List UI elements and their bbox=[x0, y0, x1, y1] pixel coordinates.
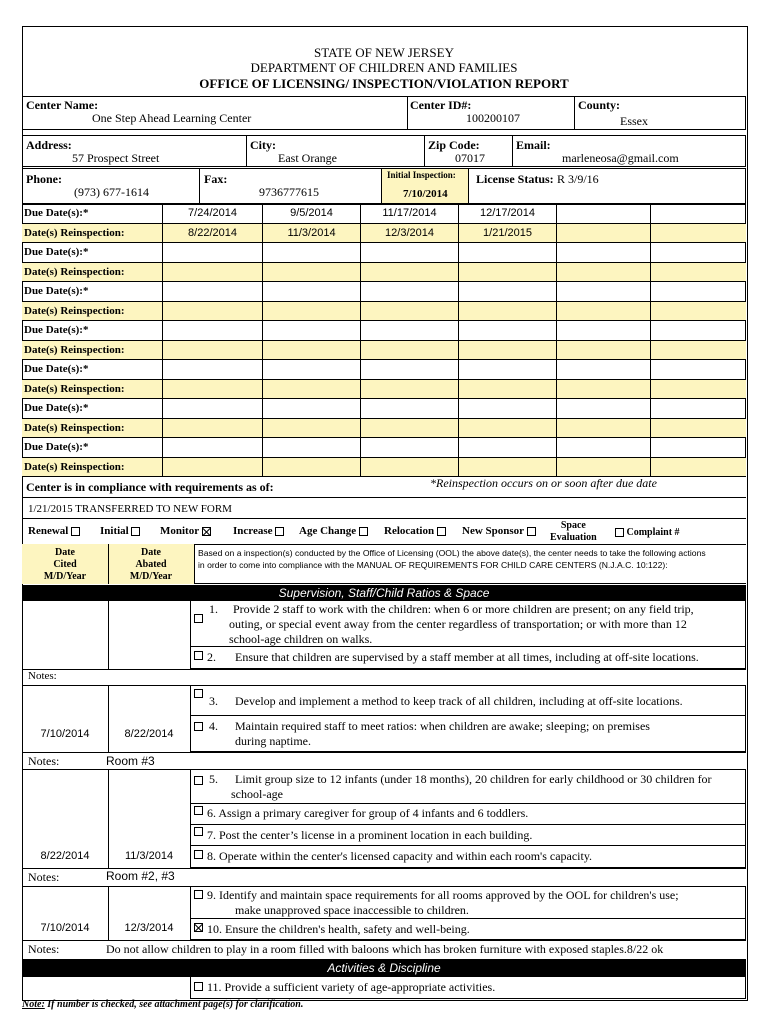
type-space-evaluation[interactable] bbox=[550, 520, 597, 544]
requirement-4: 4. Maintain required staff to meet ratios: when children are awake; sleeping; on premises during naptime. bbox=[190, 716, 746, 752]
notes-label-3: Notes: bbox=[28, 870, 60, 884]
center-name-label: Center Name: bbox=[26, 98, 99, 112]
reinspection-date-cell[interactable] bbox=[162, 341, 262, 360]
due-date-cell[interactable] bbox=[262, 321, 360, 340]
reinspection-label: Date(s) Reinspection: bbox=[24, 265, 125, 278]
reinspection-date-cell[interactable]: 12/3/2014 bbox=[360, 224, 458, 243]
due-date-row bbox=[22, 438, 746, 458]
item-4-date-abated: 8/22/2014 bbox=[124, 728, 174, 740]
reinspection-date-cell[interactable] bbox=[162, 380, 262, 399]
reinspection-label: Date(s) Reinspection: bbox=[24, 304, 125, 317]
type-relocation[interactable] bbox=[384, 525, 446, 537]
due-date-cell[interactable] bbox=[650, 204, 746, 223]
footer-note: Note: If number is checked, see attachment page(s) for clarification. bbox=[22, 999, 304, 1010]
due-date-cell[interactable] bbox=[650, 282, 746, 301]
reinspection-label: Date(s) Reinspection: bbox=[24, 226, 125, 239]
increase-checkbox[interactable] bbox=[275, 527, 284, 536]
item-8-date-abated: 11/3/2014 bbox=[124, 850, 174, 862]
initial-label: Initial bbox=[100, 525, 129, 537]
compliance-label: Center is in compliance with requirements as of: bbox=[26, 480, 274, 494]
reinspection-label: Date(s) Reinspection: bbox=[24, 421, 125, 434]
due-date-label: Due Date(s):* bbox=[24, 285, 89, 297]
item-8-checkbox[interactable] bbox=[194, 850, 203, 859]
due-date-row bbox=[22, 360, 746, 380]
due-date-cell[interactable] bbox=[360, 399, 458, 418]
email: marleneosa@gmail.com bbox=[562, 151, 679, 165]
initial-inspection-label: Initial Inspection: bbox=[387, 170, 456, 180]
due-date-cell[interactable]: 12/17/2014 bbox=[458, 204, 556, 223]
age-change-label: Age Change bbox=[299, 525, 357, 537]
due-date-cell[interactable]: 11/17/2014 bbox=[360, 204, 458, 223]
increase-label: Increase bbox=[233, 525, 273, 537]
item-2-checkbox[interactable] bbox=[194, 651, 203, 660]
reinspection-date-cell[interactable] bbox=[360, 458, 458, 477]
notes-2-text: Room #3 bbox=[106, 754, 155, 768]
item-7-text: 7. Post the center’s license in a prominent location in each building. bbox=[207, 828, 533, 842]
requirement-5: 5. Limit group size to 12 infants (under 18 months), 20 children for early childhood or 30 children for school-age bbox=[190, 770, 746, 804]
center-id: 100200107 bbox=[466, 111, 520, 125]
reinspection-date-cell[interactable] bbox=[458, 263, 556, 282]
due-date-cell[interactable] bbox=[556, 399, 650, 418]
requirement-10 bbox=[190, 919, 746, 940]
item-1-checkbox[interactable] bbox=[194, 614, 203, 623]
renewal-label: Renewal bbox=[28, 525, 69, 537]
type-monitor[interactable] bbox=[160, 525, 211, 537]
requirement-7 bbox=[190, 825, 746, 846]
phone: (973) 677-1614 bbox=[74, 185, 149, 199]
due-date-cell[interactable] bbox=[556, 360, 650, 379]
reinspection-label: Date(s) Reinspection: bbox=[24, 460, 125, 473]
due-date-cell[interactable] bbox=[262, 243, 360, 262]
due-date-cell[interactable] bbox=[458, 243, 556, 262]
item-11-text: 11. Provide a sufficient variety of age-appropriate activities. bbox=[207, 980, 496, 994]
item-10-date-abated: 12/3/2014 bbox=[124, 922, 174, 934]
item-3-checkbox[interactable] bbox=[194, 689, 203, 698]
reinspection-date-cell[interactable] bbox=[162, 302, 262, 321]
due-date-cell[interactable] bbox=[650, 438, 746, 457]
due-date-row bbox=[22, 243, 746, 263]
due-date-cell[interactable] bbox=[360, 360, 458, 379]
item-10-date-cited: 7/10/2014 bbox=[40, 922, 90, 934]
type-renewal[interactable] bbox=[28, 525, 80, 537]
item-4-text: Maintain required staff to meet ratios: when children are awake; sleeping; on premises during naptime. bbox=[235, 719, 650, 748]
due-date-cell[interactable] bbox=[162, 321, 262, 340]
item-4-checkbox[interactable] bbox=[194, 722, 203, 731]
due-date-cell[interactable] bbox=[360, 282, 458, 301]
item-4-date-cited: 7/10/2014 bbox=[40, 728, 90, 740]
type-age-change[interactable] bbox=[299, 525, 368, 537]
due-date-cell[interactable] bbox=[458, 360, 556, 379]
reinspection-date-cell[interactable] bbox=[262, 263, 360, 282]
due-date-row bbox=[22, 204, 746, 224]
item-10-text: 10. Ensure the children's health, safety and well-being. bbox=[207, 922, 470, 936]
item-2-text: Ensure that children are supervised by a staff member at all times, including at off-site locations. bbox=[235, 650, 699, 664]
phone-label: Phone: bbox=[26, 172, 62, 186]
reinspection-date-cell[interactable] bbox=[458, 341, 556, 360]
space-eval-label-1: Space bbox=[560, 520, 586, 531]
notes-label-2: Notes: bbox=[28, 754, 60, 768]
city-label: City: bbox=[250, 138, 276, 152]
reinspection-date-cell[interactable]: 1/21/2015 bbox=[458, 224, 556, 243]
reinspection-date-cell[interactable] bbox=[360, 302, 458, 321]
reinspection-date-cell[interactable] bbox=[262, 458, 360, 477]
reinspection-row bbox=[22, 380, 746, 400]
notes-4-text: Do not allow children to play in a room filled with baloons which has broken furniture with exposed staples.8/22 ok bbox=[106, 942, 664, 956]
due-date-cell[interactable] bbox=[360, 243, 458, 262]
fax: 9736777615 bbox=[259, 185, 319, 199]
reinspection-row bbox=[22, 263, 746, 283]
reinspection-date-cell[interactable]: 11/3/2014 bbox=[262, 224, 360, 243]
space-eval-label-2: Evaluation bbox=[550, 532, 597, 543]
due-date-cell[interactable] bbox=[650, 399, 746, 418]
new-sponsor-label: New Sponsor bbox=[462, 525, 524, 537]
address-label: Address: bbox=[26, 138, 72, 152]
item-10-checkbox-checked[interactable] bbox=[194, 923, 203, 932]
renewal-checkbox[interactable] bbox=[71, 527, 80, 536]
reinspection-row bbox=[22, 302, 746, 322]
type-initial[interactable] bbox=[100, 525, 140, 537]
reinspection-date-cell[interactable] bbox=[556, 341, 650, 360]
instructions-text: Based on a inspection(s) conducted by the Office of Licensing (OOL) the above date(s), the center needs to take the following actions in order to come into compliance with the MANUAL OF REQUIREMENTS FOR CHILD CARE CENTERS (N.J.A.C. 10:122): bbox=[198, 548, 706, 570]
reinspection-date-cell[interactable] bbox=[556, 458, 650, 477]
due-date-row bbox=[22, 399, 746, 419]
due-date-cell[interactable]: 7/24/2014 bbox=[162, 204, 262, 223]
reinspection-date-cell[interactable] bbox=[458, 458, 556, 477]
due-date-cell[interactable] bbox=[162, 360, 262, 379]
reinspection-date-cell[interactable] bbox=[650, 263, 746, 282]
initial-inspection-date: 7/10/2014 bbox=[403, 188, 448, 200]
reinspection-row bbox=[22, 419, 746, 439]
due-date-cell[interactable] bbox=[458, 438, 556, 457]
due-date-cell[interactable] bbox=[650, 321, 746, 340]
initial-checkbox[interactable] bbox=[131, 527, 140, 536]
reinspection-date-cell[interactable] bbox=[556, 302, 650, 321]
requirement-8 bbox=[190, 846, 746, 868]
due-date-label: Due Date(s):* bbox=[24, 402, 89, 414]
reinspection-date-cell[interactable] bbox=[262, 380, 360, 399]
city: East Orange bbox=[278, 151, 337, 165]
due-date-cell[interactable] bbox=[162, 282, 262, 301]
requirement-9 bbox=[190, 887, 746, 919]
due-date-row bbox=[22, 282, 746, 302]
monitor-label: Monitor bbox=[160, 525, 199, 537]
reinspection-date-cell[interactable] bbox=[360, 419, 458, 438]
due-date-cell[interactable] bbox=[556, 243, 650, 262]
item-9-text: 9. Identify and maintain space requirements for all rooms approved by the OOL for children's use; make unapproved space inaccessible to children. bbox=[207, 888, 679, 917]
requirement-1: 1. Provide 2 staff to work with the children: when 6 or more children are present; on any field trip, outing, or special event away from the center regardless of transportation; or with more than 12 school-age children on walks. bbox=[190, 601, 746, 647]
due-date-cell[interactable] bbox=[262, 399, 360, 418]
section-activities-header: Activities & Discipline bbox=[22, 959, 746, 977]
requirement-11 bbox=[190, 977, 746, 999]
reinspection-date-cell[interactable] bbox=[650, 302, 746, 321]
requirement-2: 2. Ensure that children are supervised by a staff member at all times, including at off-site locations. bbox=[190, 647, 746, 669]
fax-label: Fax: bbox=[204, 172, 228, 186]
due-date-cell[interactable]: 9/5/2014 bbox=[262, 204, 360, 223]
reinspection-date-cell[interactable] bbox=[360, 263, 458, 282]
type-new-sponsor[interactable] bbox=[462, 525, 536, 537]
department-title: DEPARTMENT OF CHILDREN AND FAMILIES bbox=[250, 60, 518, 75]
new-sponsor-checkbox[interactable] bbox=[527, 527, 536, 536]
due-date-cell[interactable] bbox=[556, 282, 650, 301]
reinspection-date-cell[interactable] bbox=[650, 341, 746, 360]
reinspection-date-cell[interactable] bbox=[650, 419, 746, 438]
reinspection-date-cell[interactable] bbox=[650, 380, 746, 399]
reinspection-date-cell[interactable] bbox=[650, 224, 746, 243]
reinspection-row bbox=[22, 224, 746, 244]
due-date-cell[interactable] bbox=[262, 360, 360, 379]
reinspection-date-cell[interactable] bbox=[650, 458, 746, 477]
license-status-label: License Status: bbox=[476, 172, 554, 186]
due-date-cell[interactable] bbox=[162, 438, 262, 457]
type-increase[interactable] bbox=[233, 525, 284, 537]
report-title: OFFICE OF LICENSING/ INSPECTION/VIOLATION REPORT bbox=[199, 76, 569, 91]
reinspection-date-cell[interactable] bbox=[262, 302, 360, 321]
complaint-label: Complaint # bbox=[626, 527, 680, 538]
complaint-checkbox[interactable] bbox=[615, 528, 624, 537]
requirement-3: 3. Develop and implement a method to keep track of all children, including at off-site locations. bbox=[190, 686, 746, 716]
item-1-text: Provide 2 staff to work with the children: when 6 or more children are present; on any field trip, outing, or special event away from the center regardless of transportation; or with more than 12 school-age children on walks. bbox=[229, 602, 694, 646]
notes-label-4: Notes: bbox=[28, 942, 60, 956]
due-date-cell[interactable] bbox=[650, 360, 746, 379]
due-date-cell[interactable] bbox=[162, 243, 262, 262]
due-date-cell[interactable] bbox=[458, 399, 556, 418]
due-date-label: Due Date(s):* bbox=[24, 441, 89, 453]
due-date-label: Due Date(s):* bbox=[24, 246, 89, 258]
due-date-cell[interactable] bbox=[262, 438, 360, 457]
section-supervision-header: Supervision, Staff/Child Ratios & Space bbox=[22, 585, 746, 601]
due-date-cell[interactable] bbox=[650, 243, 746, 262]
email-label: Email: bbox=[516, 138, 551, 152]
type-complaint[interactable] bbox=[615, 527, 680, 538]
due-date-row bbox=[22, 321, 746, 341]
due-date-label: Due Date(s):* bbox=[24, 363, 89, 375]
reinspection-date-cell[interactable] bbox=[162, 263, 262, 282]
due-date-cell[interactable] bbox=[162, 399, 262, 418]
reinspection-date-cell[interactable] bbox=[556, 380, 650, 399]
item-8-text: 8. Operate within the center's licensed capacity and within each room's capacity. bbox=[207, 849, 593, 863]
date-cited-header: Date Cited M/D/Year bbox=[43, 547, 87, 582]
license-status: R 3/9/16 bbox=[557, 172, 599, 186]
due-date-cell[interactable] bbox=[556, 321, 650, 340]
item-6-text: 6. Assign a primary caregiver for group of 4 infants and 6 toddlers. bbox=[207, 806, 529, 820]
item-11-checkbox[interactable] bbox=[194, 982, 203, 991]
due-date-label: Due Date(s):* bbox=[24, 324, 89, 336]
age-change-checkbox[interactable] bbox=[359, 527, 368, 536]
notes-3-text: Room #2, #3 bbox=[106, 869, 175, 883]
reinspection-date-cell[interactable] bbox=[556, 224, 650, 243]
due-date-cell[interactable] bbox=[360, 438, 458, 457]
reinspection-date-cell[interactable] bbox=[360, 380, 458, 399]
reinspection-date-cell[interactable] bbox=[556, 419, 650, 438]
reinspection-note: *Reinspection occurs on or soon after due date bbox=[430, 476, 657, 490]
due-date-cell[interactable] bbox=[360, 321, 458, 340]
zip: 07017 bbox=[455, 151, 485, 165]
address: 57 Prospect Street bbox=[72, 151, 160, 165]
relocation-label: Relocation bbox=[384, 525, 435, 537]
reinspection-date-cell[interactable] bbox=[458, 380, 556, 399]
monitor-checkbox-checked[interactable] bbox=[202, 527, 211, 536]
transfer-note: 1/21/2015 TRANSFERRED TO NEW FORM bbox=[28, 503, 232, 515]
due-date-cell[interactable] bbox=[458, 321, 556, 340]
reinspection-label: Date(s) Reinspection: bbox=[24, 343, 125, 356]
due-date-cell[interactable] bbox=[458, 282, 556, 301]
notes-label-1: Notes: bbox=[28, 670, 57, 682]
item-7-checkbox[interactable] bbox=[194, 827, 203, 836]
reinspection-date-cell[interactable] bbox=[556, 263, 650, 282]
reinspection-date-cell[interactable]: 8/22/2014 bbox=[162, 224, 262, 243]
item-8-date-cited: 8/22/2014 bbox=[40, 850, 90, 862]
item-5-checkbox[interactable] bbox=[194, 776, 203, 785]
item-9-checkbox[interactable] bbox=[194, 890, 203, 899]
date-abated-header: Date Abated M/D/Year bbox=[129, 547, 173, 582]
due-date-cell[interactable] bbox=[262, 282, 360, 301]
reinspection-row bbox=[22, 341, 746, 361]
reinspection-date-cell[interactable] bbox=[262, 419, 360, 438]
county: Essex bbox=[620, 114, 648, 128]
state-title: STATE OF NEW JERSEY bbox=[314, 45, 454, 60]
county-label: County: bbox=[578, 98, 621, 112]
reinspection-label: Date(s) Reinspection: bbox=[24, 382, 125, 395]
item-6-checkbox[interactable] bbox=[194, 806, 203, 815]
due-date-cell[interactable] bbox=[556, 438, 650, 457]
requirement-6 bbox=[190, 804, 746, 825]
reinspection-date-cell[interactable] bbox=[162, 458, 262, 477]
reinspection-row bbox=[22, 458, 746, 478]
reinspection-date-cell[interactable] bbox=[162, 419, 262, 438]
due-date-cell[interactable] bbox=[556, 204, 650, 223]
reinspection-date-cell[interactable] bbox=[458, 419, 556, 438]
center-id-label: Center ID#: bbox=[410, 98, 472, 112]
reinspection-date-cell[interactable] bbox=[360, 341, 458, 360]
item-3-text: Develop and implement a method to keep track of all children, including at off-site locations. bbox=[235, 694, 683, 708]
item-5-text: Limit group size to 12 infants (under 18 months), 20 children for early childhood or 30 children for school-age bbox=[231, 772, 712, 801]
reinspection-date-cell[interactable] bbox=[262, 341, 360, 360]
zip-label: Zip Code: bbox=[428, 138, 480, 152]
center-name: One Step Ahead Learning Center bbox=[92, 111, 252, 125]
relocation-checkbox[interactable] bbox=[437, 527, 446, 536]
due-date-label: Due Date(s):* bbox=[24, 207, 89, 219]
reinspection-date-cell[interactable] bbox=[458, 302, 556, 321]
